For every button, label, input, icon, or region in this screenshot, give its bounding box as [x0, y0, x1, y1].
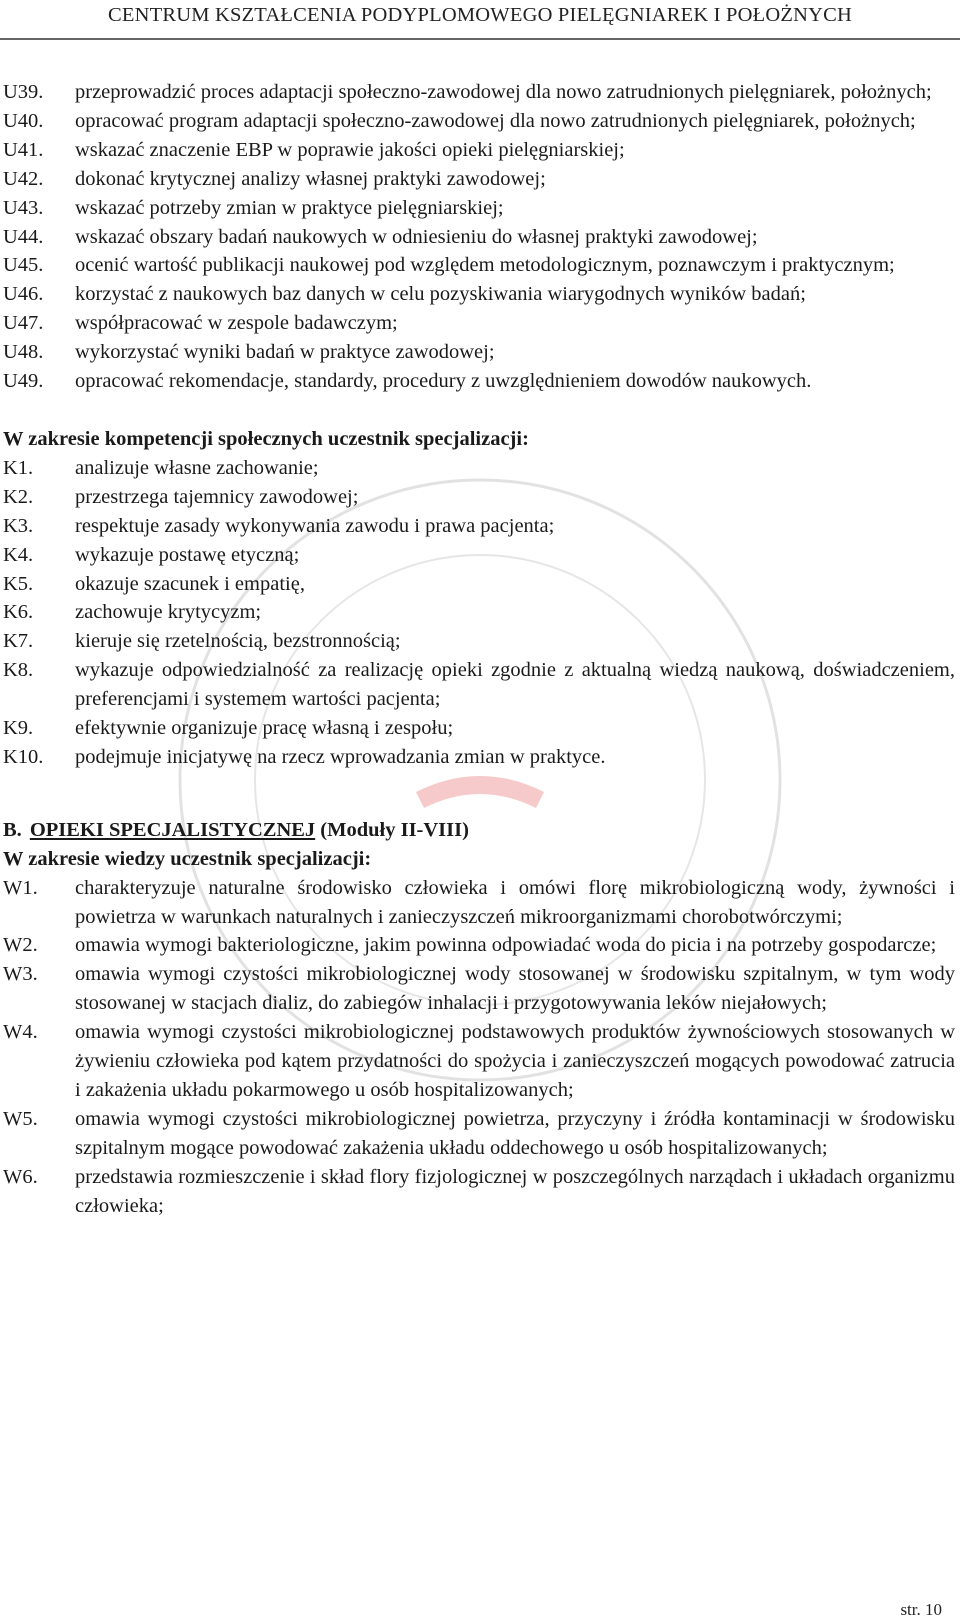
item-text: podejmuje inicjatywę na rzecz wprowadzania zmian w praktyce.	[75, 745, 606, 768]
list-item	[3, 309, 955, 338]
item-code: K10.	[3, 745, 44, 768]
list-item	[3, 598, 955, 627]
item-text: dokonać krytycznej analizy własnej praktyki zawodowej;	[75, 167, 546, 190]
item-text: przedstawia rozmieszczenie i skład flory fizjologicznej w poszczególnych narządach i układach organizmu człowieka;	[75, 1165, 955, 1217]
item-code: W6.	[3, 1165, 38, 1188]
item-text: przestrzega tajemnicy zawodowej;	[75, 485, 359, 508]
item-code: K1.	[3, 456, 34, 479]
item-code: K8.	[3, 659, 34, 682]
skills-list	[3, 78, 955, 396]
list-item	[3, 367, 955, 396]
item-code: K7.	[3, 630, 34, 653]
item-code: U48.	[3, 341, 44, 364]
document-content	[3, 78, 955, 1221]
list-item	[3, 627, 955, 656]
item-text: kieruje się rzetelnością, bezstronnością;	[75, 630, 401, 653]
list-item	[3, 960, 955, 1018]
knowledge-heading: W zakresie wiedzy uczestnik specjalizacji:	[3, 847, 372, 870]
list-item	[3, 165, 955, 194]
section-letter: B.	[3, 818, 22, 841]
item-text: przeprowadzić proces adaptacji społeczno-zawodowej dla nowo zatrudnionych pielęgniarek, położnych;	[75, 81, 932, 103]
list-item	[3, 251, 955, 280]
item-code: W5.	[3, 1107, 38, 1130]
item-code: U49.	[3, 370, 44, 393]
list-item	[3, 1018, 955, 1105]
list-item	[3, 1105, 955, 1163]
item-text: opracować program adaptacji społeczno-zawodowej dla nowo zatrudnionych pielęgniarek, położnych;	[75, 109, 916, 132]
list-item	[3, 78, 955, 107]
list-item	[3, 570, 955, 599]
list-item	[3, 656, 955, 714]
list-item	[3, 874, 955, 932]
list-item	[3, 483, 955, 512]
list-item	[3, 931, 955, 960]
running-header: CENTRUM KSZTAŁCENIA PODYPLOMOWEGO PIELĘGNIAREK I POŁOŻNYCH	[108, 4, 852, 26]
item-code: U44.	[3, 225, 44, 248]
item-text: ocenić wartość publikacji naukowej pod względem metodologicznym, poznawczym i praktycznym;	[75, 254, 895, 277]
item-text: korzystać z naukowych baz danych w celu pozyskiwania wiarygodnych wyników badań;	[75, 283, 806, 306]
list-item	[3, 1163, 955, 1221]
item-text: charakteryzuje naturalne środowisko człowieka i omówi florę mikrobiologiczną wody, żywności i powietrza w warunkach naturalnych i zanieczyszczeń mikroorganizmami chorobotwórczymi;	[75, 876, 955, 928]
list-item	[3, 107, 955, 136]
item-text: analizuje własne zachowanie;	[75, 456, 319, 479]
page-number: str. 10	[900, 1600, 942, 1619]
item-code: W2.	[3, 934, 38, 957]
list-item	[3, 541, 955, 570]
item-code: K4.	[3, 543, 34, 566]
list-item	[3, 512, 955, 541]
item-text: efektywnie organizuje pracę własną i zespołu;	[75, 717, 454, 740]
list-item	[3, 223, 955, 252]
item-code: K6.	[3, 601, 34, 624]
item-text: omawia wymogi czystości mikrobiologicznej powietrza, przyczyny i źródła kontaminacji w środowisku szpitalnym mogące powodować zakażenia układu oddechowego u osób hospitalizowanych;	[75, 1107, 955, 1159]
item-code: K2.	[3, 485, 34, 508]
item-text: omawia wymogi czystości mikrobiologicznej podstawowych produktów żywnościowych stosowanych w żywieniu człowieka pod kątem przydatności do spożycia i zanieczyszczeń mogących powodować zatrucia i zakażenia układu pokarmowego u osób hospitalizowanych;	[75, 1021, 955, 1101]
item-text: współpracować w zespole badawczym;	[75, 312, 398, 335]
knowledge-list	[3, 874, 955, 1221]
competencies-heading: W zakresie kompetencji społecznych uczestnik specjalizacji:	[3, 427, 529, 450]
competencies-list	[3, 454, 955, 772]
item-text: respektuje zasady wykonywania zawodu i prawa pacjenta;	[75, 514, 555, 537]
item-code: U46.	[3, 283, 44, 306]
item-text: wskazać znaczenie EBP w poprawie jakości opieki pielęgniarskiej;	[75, 138, 625, 161]
list-item	[3, 136, 955, 165]
item-text: wykazuje postawę etyczną;	[75, 543, 300, 566]
list-item	[3, 454, 955, 483]
item-code: U40.	[3, 109, 44, 132]
item-code: W1.	[3, 876, 38, 899]
list-item	[3, 194, 955, 223]
header-rule	[0, 38, 960, 40]
list-item	[3, 743, 955, 772]
item-text: zachowuje krytycyzm;	[75, 601, 262, 624]
item-text: wskazać obszary badań naukowych w odniesieniu do własnej praktyki zawodowej;	[75, 225, 758, 248]
list-item	[3, 280, 955, 309]
item-code: K5.	[3, 572, 34, 595]
list-item	[3, 714, 955, 743]
item-code: U47.	[3, 312, 44, 335]
item-code: W4.	[3, 1021, 38, 1044]
item-text: opracować rekomendacje, standardy, procedury z uwzględnieniem dowodów naukowych.	[75, 370, 812, 393]
item-text: omawia wymogi bakteriologiczne, jakim powinna odpowiadać woda do picia i na potrzeby gospodarcze;	[75, 934, 937, 957]
item-text: wskazać potrzeby zmian w praktyce pielęgniarskiej;	[75, 196, 504, 219]
item-code: K9.	[3, 717, 34, 740]
item-text: okazuje szacunek i empatię,	[75, 572, 305, 595]
item-text: omawia wymogi czystości mikrobiologicznej wody stosowanej w środowisku szpitalnym, w tym wody stosowanej w stacjach dializ, do zabiegów inhalacji i przygotowywania leków niejałowych;	[75, 963, 955, 1015]
item-code: U41.	[3, 138, 44, 161]
spacer	[3, 396, 955, 425]
spacer	[3, 772, 955, 816]
item-code: U42.	[3, 167, 44, 190]
list-item	[3, 338, 955, 367]
item-code: K3.	[3, 514, 34, 537]
item-text: wykazuje odpowiedzialność za realizację opieki zgodnie z aktualną wiedzą naukową, doświadczeniem, preferencjami i systemem wartości pacjenta;	[75, 659, 955, 711]
section-b-title	[3, 816, 955, 845]
item-code: U43.	[3, 196, 44, 219]
item-code: U45.	[3, 254, 44, 277]
item-code: U39.	[3, 81, 44, 103]
section-name: OPIEKI SPECJALISTYCZNEJ	[29, 818, 316, 841]
item-text: wykorzystać wyniki badań w praktyce zawodowej;	[75, 341, 495, 364]
item-code: W3.	[3, 963, 38, 986]
section-modules: (Moduły II-VIII)	[320, 818, 469, 841]
